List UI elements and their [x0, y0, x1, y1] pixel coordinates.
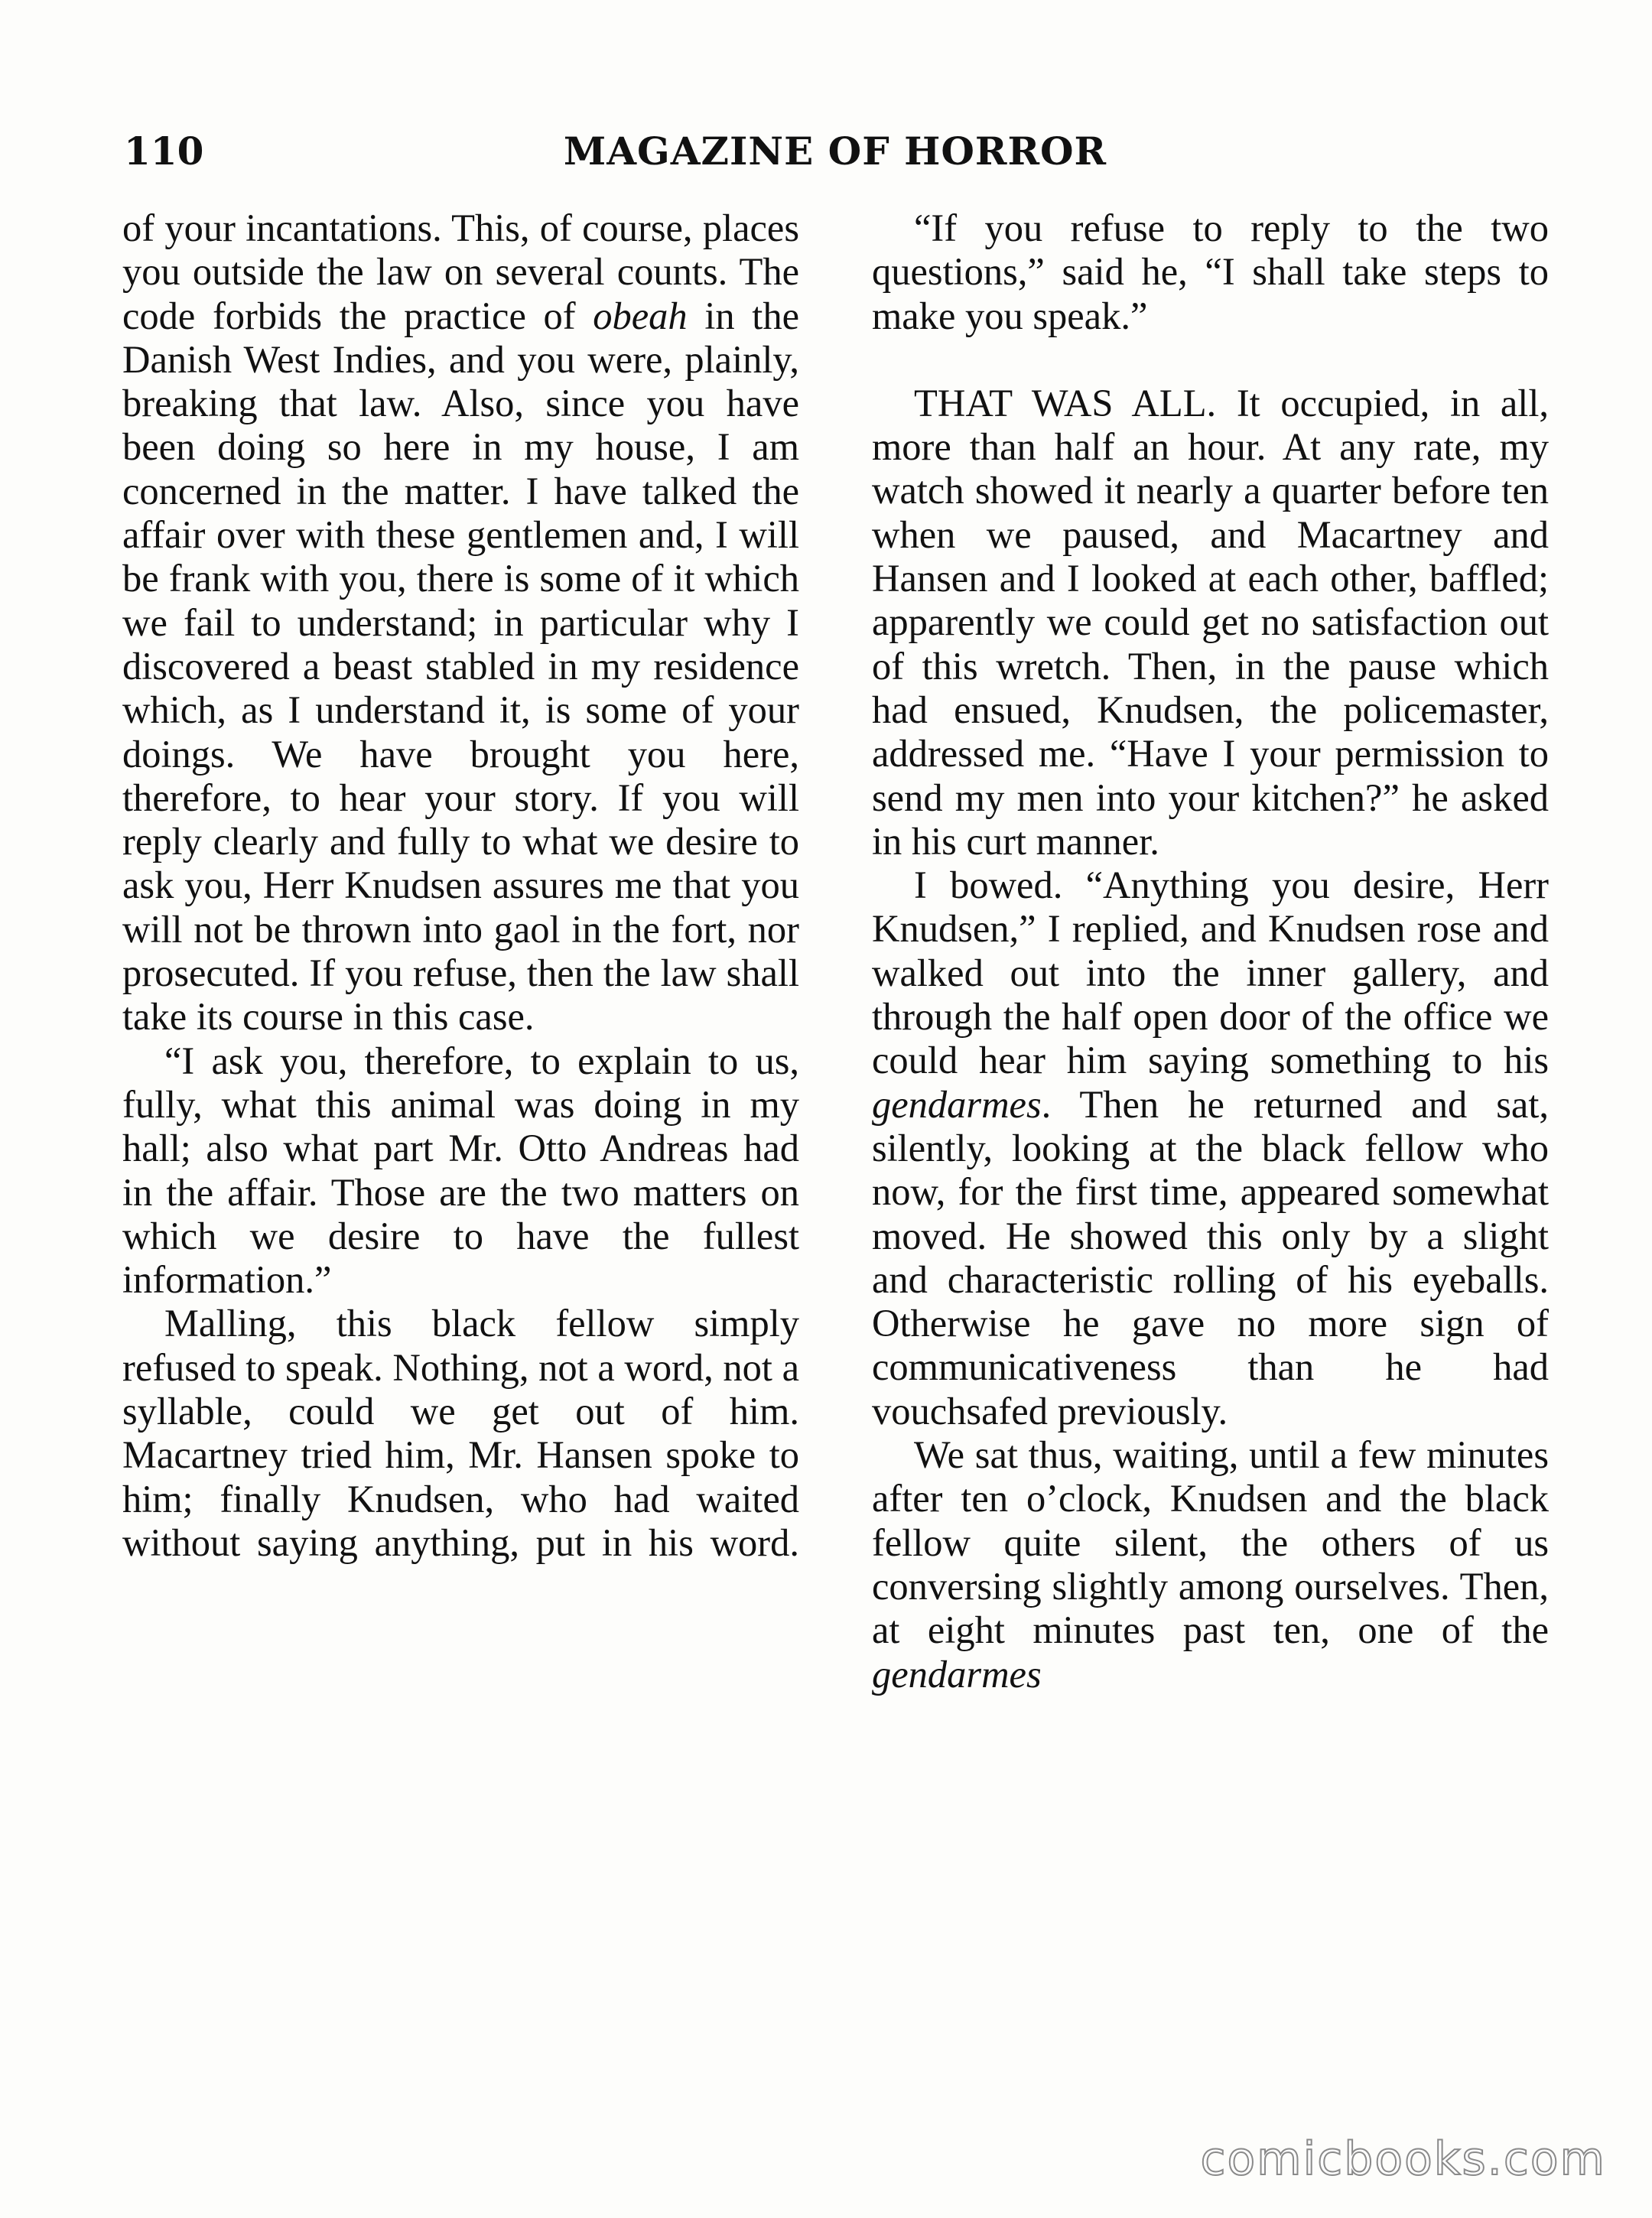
page-header: [124, 128, 1546, 182]
left-column: [122, 207, 799, 1565]
paragraph: of your incantations. This, of course, places you outside the law on several counts. The code forbids the practice of obeah in the Danish West Indies, and you were, plainly, breaking that law. Also, since you have been doing so here in my house, I am concerned in the matter. I have talked the affair over with these gentlemen and, I will be frank with you, there is some of it which we fail to understand; in particular why I discovered a beast stabled in my residence which, as I understand it, is some of your doings. We have brought you here, therefore, to hear your story. If you will reply clearly and fully to what we desire to ask you, Herr Knudsen assures me that you will not be thrown into gaol in the fort, nor prosecuted. If you refuse, then the law shall take its course in this case.: [122, 207, 799, 1039]
paragraph: “I ask you, therefore, to explain to us, fully, what this animal was doing in my hall; also what part Mr. Otto Andreas had in the affair. Those are the two matters on which we desire to have the fullest information.”: [122, 1039, 799, 1302]
paragraph: I bowed. “Anything you desire, Herr Knudsen,” I replied, and Knudsen rose and walked out into the inner gallery, and through the half open door of the office we could hear him saying something to his gendarmes. Then he returned and sat, silently, looking at the black fellow who now, for the first time, appeared somewhat moved. He showed this only by a slight and characteristic rolling of his eyeballs. Otherwise he gave no more sign of communicativeness than he had vouchsafed previously.: [872, 863, 1549, 1433]
paragraph: We sat thus, waiting, until a few minutes after ten o’clock, Knudsen and the black fellow quite silent, the others of us conversing slightly among ourselves. Then, at eight minutes past ten, one of the gendarmes: [872, 1433, 1549, 1696]
right-column: [872, 207, 1549, 1696]
section-break-paragraph: THAT WAS ALL. It occupied, in all, more than half an hour. At any rate, my watch showed it nearly a quarter before ten when we paused, and Macartney and Hansen and I looked at each other, baffled; apparently we could get no satisfaction out of this wretch. Then, in the pause which had ensued, Knudsen, the policemaster, addressed me. “Have I your permission to send my men into your kitchen?” he asked in his curt manner.: [872, 381, 1549, 863]
magazine-title: MAGAZINE OF HORROR: [563, 128, 1107, 174]
paragraph: “If you refuse to reply to the two questions,” said he, “I shall take steps to make you speak.”: [872, 207, 1549, 337]
page-number: 110: [124, 128, 204, 174]
watermark: comicbooks.com: [1200, 2132, 1606, 2186]
paragraph: Malling, this black fellow simply refused to speak. Nothing, not a word, not a syllable, could we get out of him. Macartney tried him, Mr. Hansen spoke to him; finally Knudsen, who had waited without saying anything, put in his word.: [122, 1302, 799, 1564]
